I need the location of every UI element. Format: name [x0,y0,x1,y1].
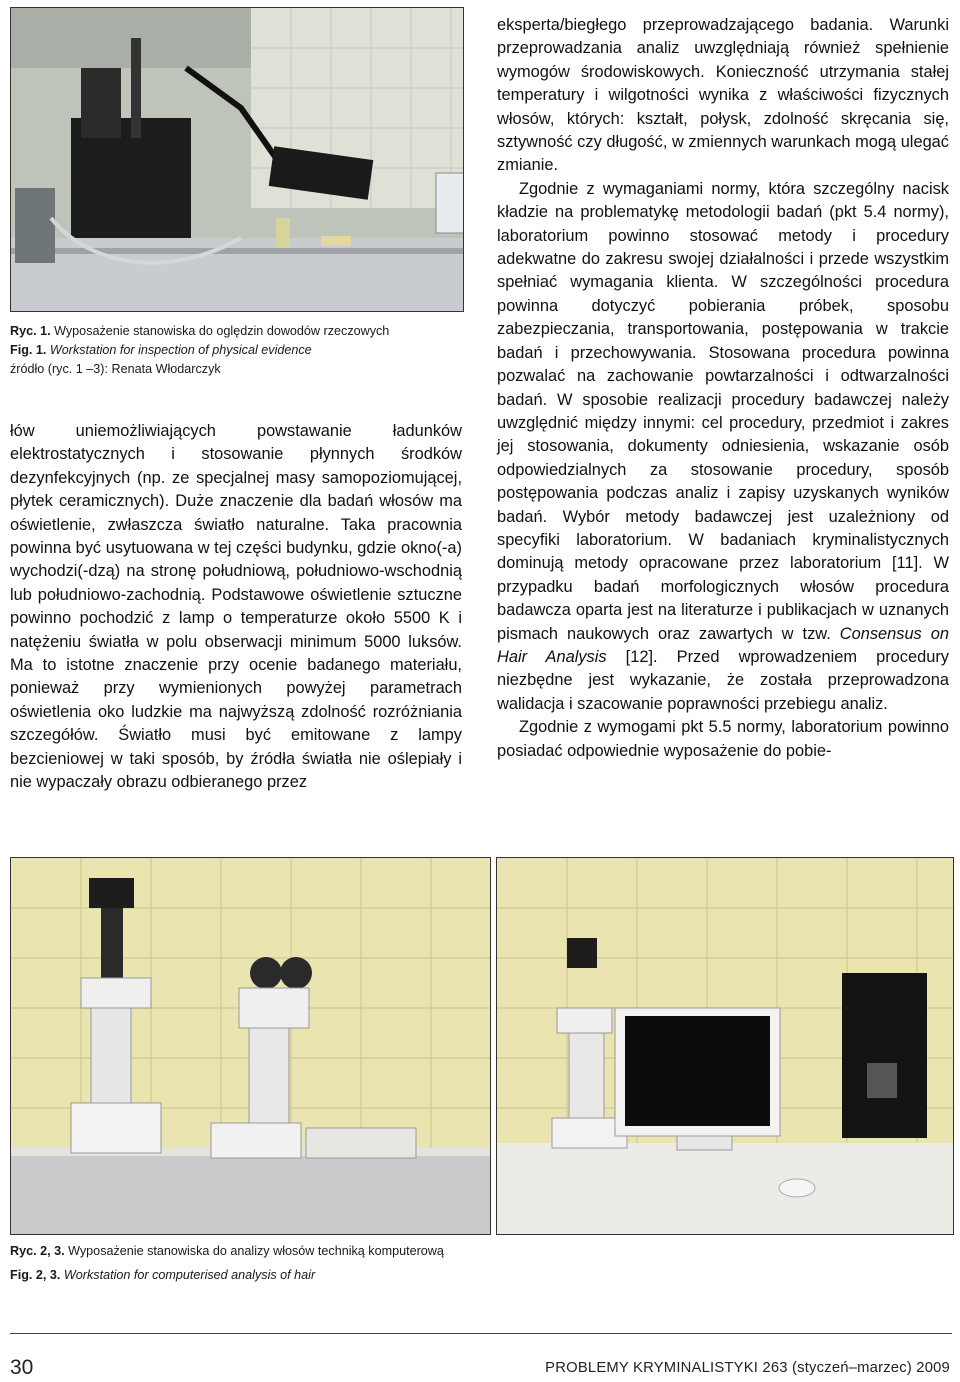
figure-1-label-pl: Ryc. 1. [10,324,51,338]
figure-2-photo [10,857,491,1235]
figure-2-3-caption-pl-text: Wyposażenie stanowiska do analizy włosów techniką komputerową [68,1244,444,1258]
figure-3-photo [496,857,954,1235]
figure-source: źródło (ryc. 1 –3): Renata Włodarczyk [10,362,221,376]
right-column-paragraph-3: Zgodnie z wymogami pkt 5.5 normy, laboratorium powinno posiadać odpowiednie wyposażenie do pobie- [497,718,949,760]
figure-2-3-label-pl: Ryc. 2, 3. [10,1244,65,1258]
journal-footer: PROBLEMY KRYMINALISTYKI 263 (styczeń–marzec) 2009 [545,1360,950,1376]
page-number: 30 [10,1356,34,1379]
paragraph-2-text-b: [12]. Przed wprowadzeniem procedury niezbędne jest wykazanie, że została przeprowadzona walidacja i szacowanie poprawności przebiegu analiz. [497,647,949,713]
consensus-title: Consensus on Hair Analysis [497,624,949,666]
figure-1-caption [10,322,480,379]
figure-2-3-caption [10,1242,710,1285]
figure-1-photo [10,7,464,312]
right-column-paragraph-2 [497,178,949,716]
right-column-paragraph-1: eksperta/biegłego przeprowadzającego badania. Warunki przeprowadzania analiz uwzględniają również spełnienie wymogów środowiskowych. Konieczność utrzymania stałej temperatury i wilgotności wynika z właściwości fizycznych włosów, których: kształt, połysk, zdolność skręcania się, sztywność czy długość, w zmiennych warunkach mogą ulegać zmianie. [497,16,949,175]
figure-2-3-caption-pl [10,1242,710,1261]
right-column [497,14,949,763]
figure-1-label-en: Fig. 1. [10,343,47,357]
figure-1-caption-en-text: Workstation for inspection of physical evidence [49,343,312,357]
footer-divider [10,1333,952,1334]
figure-1-caption-pl [10,322,480,341]
figure-2-3-label-en: Fig. 2, 3. [10,1268,61,1282]
figure-2-3-caption-en [10,1266,710,1285]
left-column [10,420,462,795]
figure-1-caption-pl-text: Wyposażenie stanowiska do oględzin dowodów rzeczowych [54,324,390,338]
figure-1-caption-en [10,341,480,360]
paragraph-2-text-a: Zgodnie z wymaganiami normy, która szczególny nacisk kładzie na problematykę metodologii badań (pkt 5.4 normy), laboratorium powinno stosować metody i procedury adekwatne do zakresu swojej działalności i przede wszystkim spełniać wymagania klienta. W szczególności procedura powinna dotyczyć pobierania próbek, sposobu zabezpieczania, transportowania, postępowania w trakcie badań i przechowywania. Stosowana procedura powinna pozwalać na zachowanie powtarzalności i odtwarzalności badań. W sposobie realizacji procedury badawczej należy uwzględnić między innymi: cel procedury, przedmiot i zakres jej stosowania, dokumenty odniesienia, wskazanie osób odpowiedzialnych za stosowanie procedury, sposób postępowania podczas analiz i zapisy uzyskanych wyników badań. Wybór metody badawczej jest uzależniony od specyfiki laboratorium. W badaniach kryminalistycznych dominują metody opracowane przez laboratorium [11]. W przypadku badań morfologicznych włosów procedura badawcza oparta jest na literaturze i publikacjach w uznanych pismach naukowych oraz zawartych w tzw. [497,179,949,643]
figure-2-3-caption-en-text: Workstation for computerised analysis of hair [63,1268,316,1282]
left-column-paragraph: łów uniemożliwiających powstawanie ładunków elektrostatycznych i stosowanie płynnych środków dezynfekcyjnych (np. ze specjalnej masy samopoziomującej, płytek ceramicznych). Duże znaczenie dla badań włosów ma oświetlenie, zwłaszcza światło naturalne. Taka pracownia powinna być usytuowana w tej części budynku, gdzie okno(-a) wychodzi(-dzą) na stronę południową, południowo-wschodnią lub południowo-zachodnią. Podstawowe oświetlenie sztuczne powinno pochodzić z lamp o temperaturze około 5500 K i natężeniu światła w polu obserwacji minimum 5000 luksów. Ma to istotne znaczenie przy ocenie badanego materiału, ponieważ przy wymienionych powyżej parametrach oświetlenia oko ludzkie ma najwyższą zdolność rozróżniania szczegółów. Światło musi być emitowane z lampy bezcieniowej w taki sposób, by źródła światła nie oślepiały i nie wypaczały obrazu odbieranego przez [10,422,462,792]
